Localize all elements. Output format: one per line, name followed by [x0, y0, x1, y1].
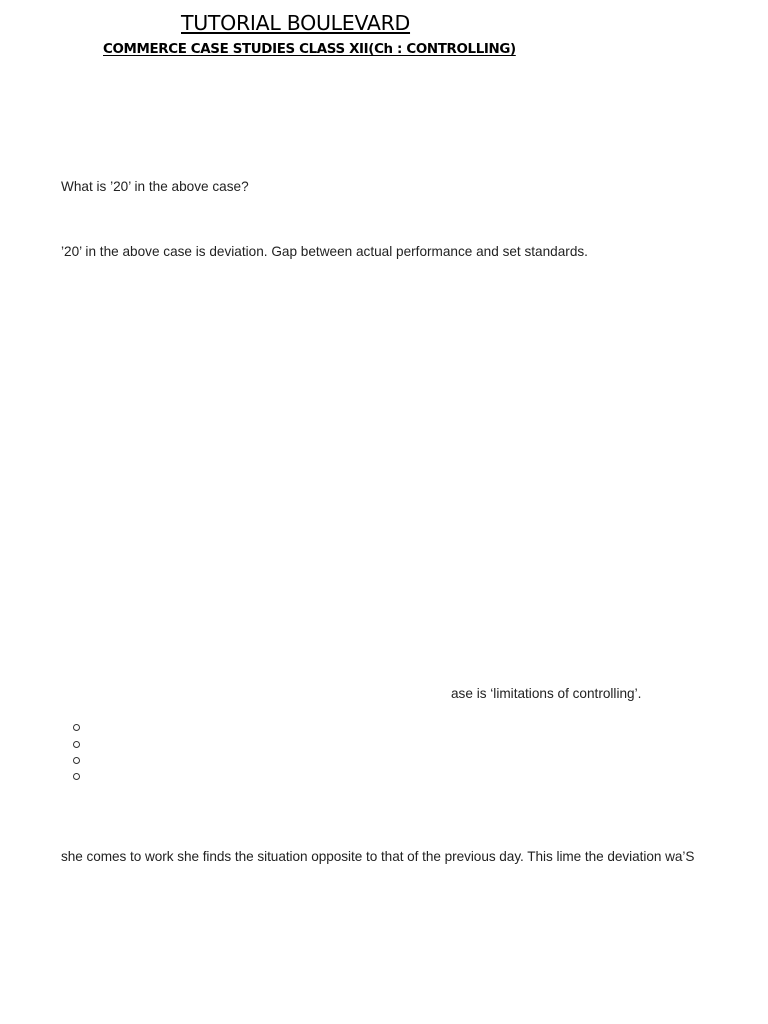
- bullet-list: [73, 720, 80, 785]
- question-text: What is ’20’ in the above case?: [61, 179, 249, 194]
- hollow-circle-bullet-icon: [73, 741, 80, 748]
- hollow-circle-bullet-icon: [73, 757, 80, 764]
- document-title: TUTORIAL BOULEVARD: [181, 11, 411, 35]
- list-item: [73, 769, 80, 785]
- list-item: [73, 736, 80, 752]
- list-item: [73, 753, 80, 769]
- situation-fragment-text: she comes to work she finds the situation opposite to that of the previous day. This lime the deviation wa’S: [61, 849, 695, 864]
- hollow-circle-bullet-icon: [73, 724, 80, 731]
- hollow-circle-bullet-icon: [73, 773, 80, 780]
- list-item: [73, 720, 80, 736]
- limitations-fragment-text: ase is ‘limitations of controlling’.: [451, 686, 642, 701]
- document-subtitle: COMMERCE CASE STUDIES CLASS XII(Ch : CONTROLLING): [103, 42, 516, 57]
- answer-text: ’20’ in the above case is deviation. Gap between actual performance and set standards.: [61, 244, 588, 259]
